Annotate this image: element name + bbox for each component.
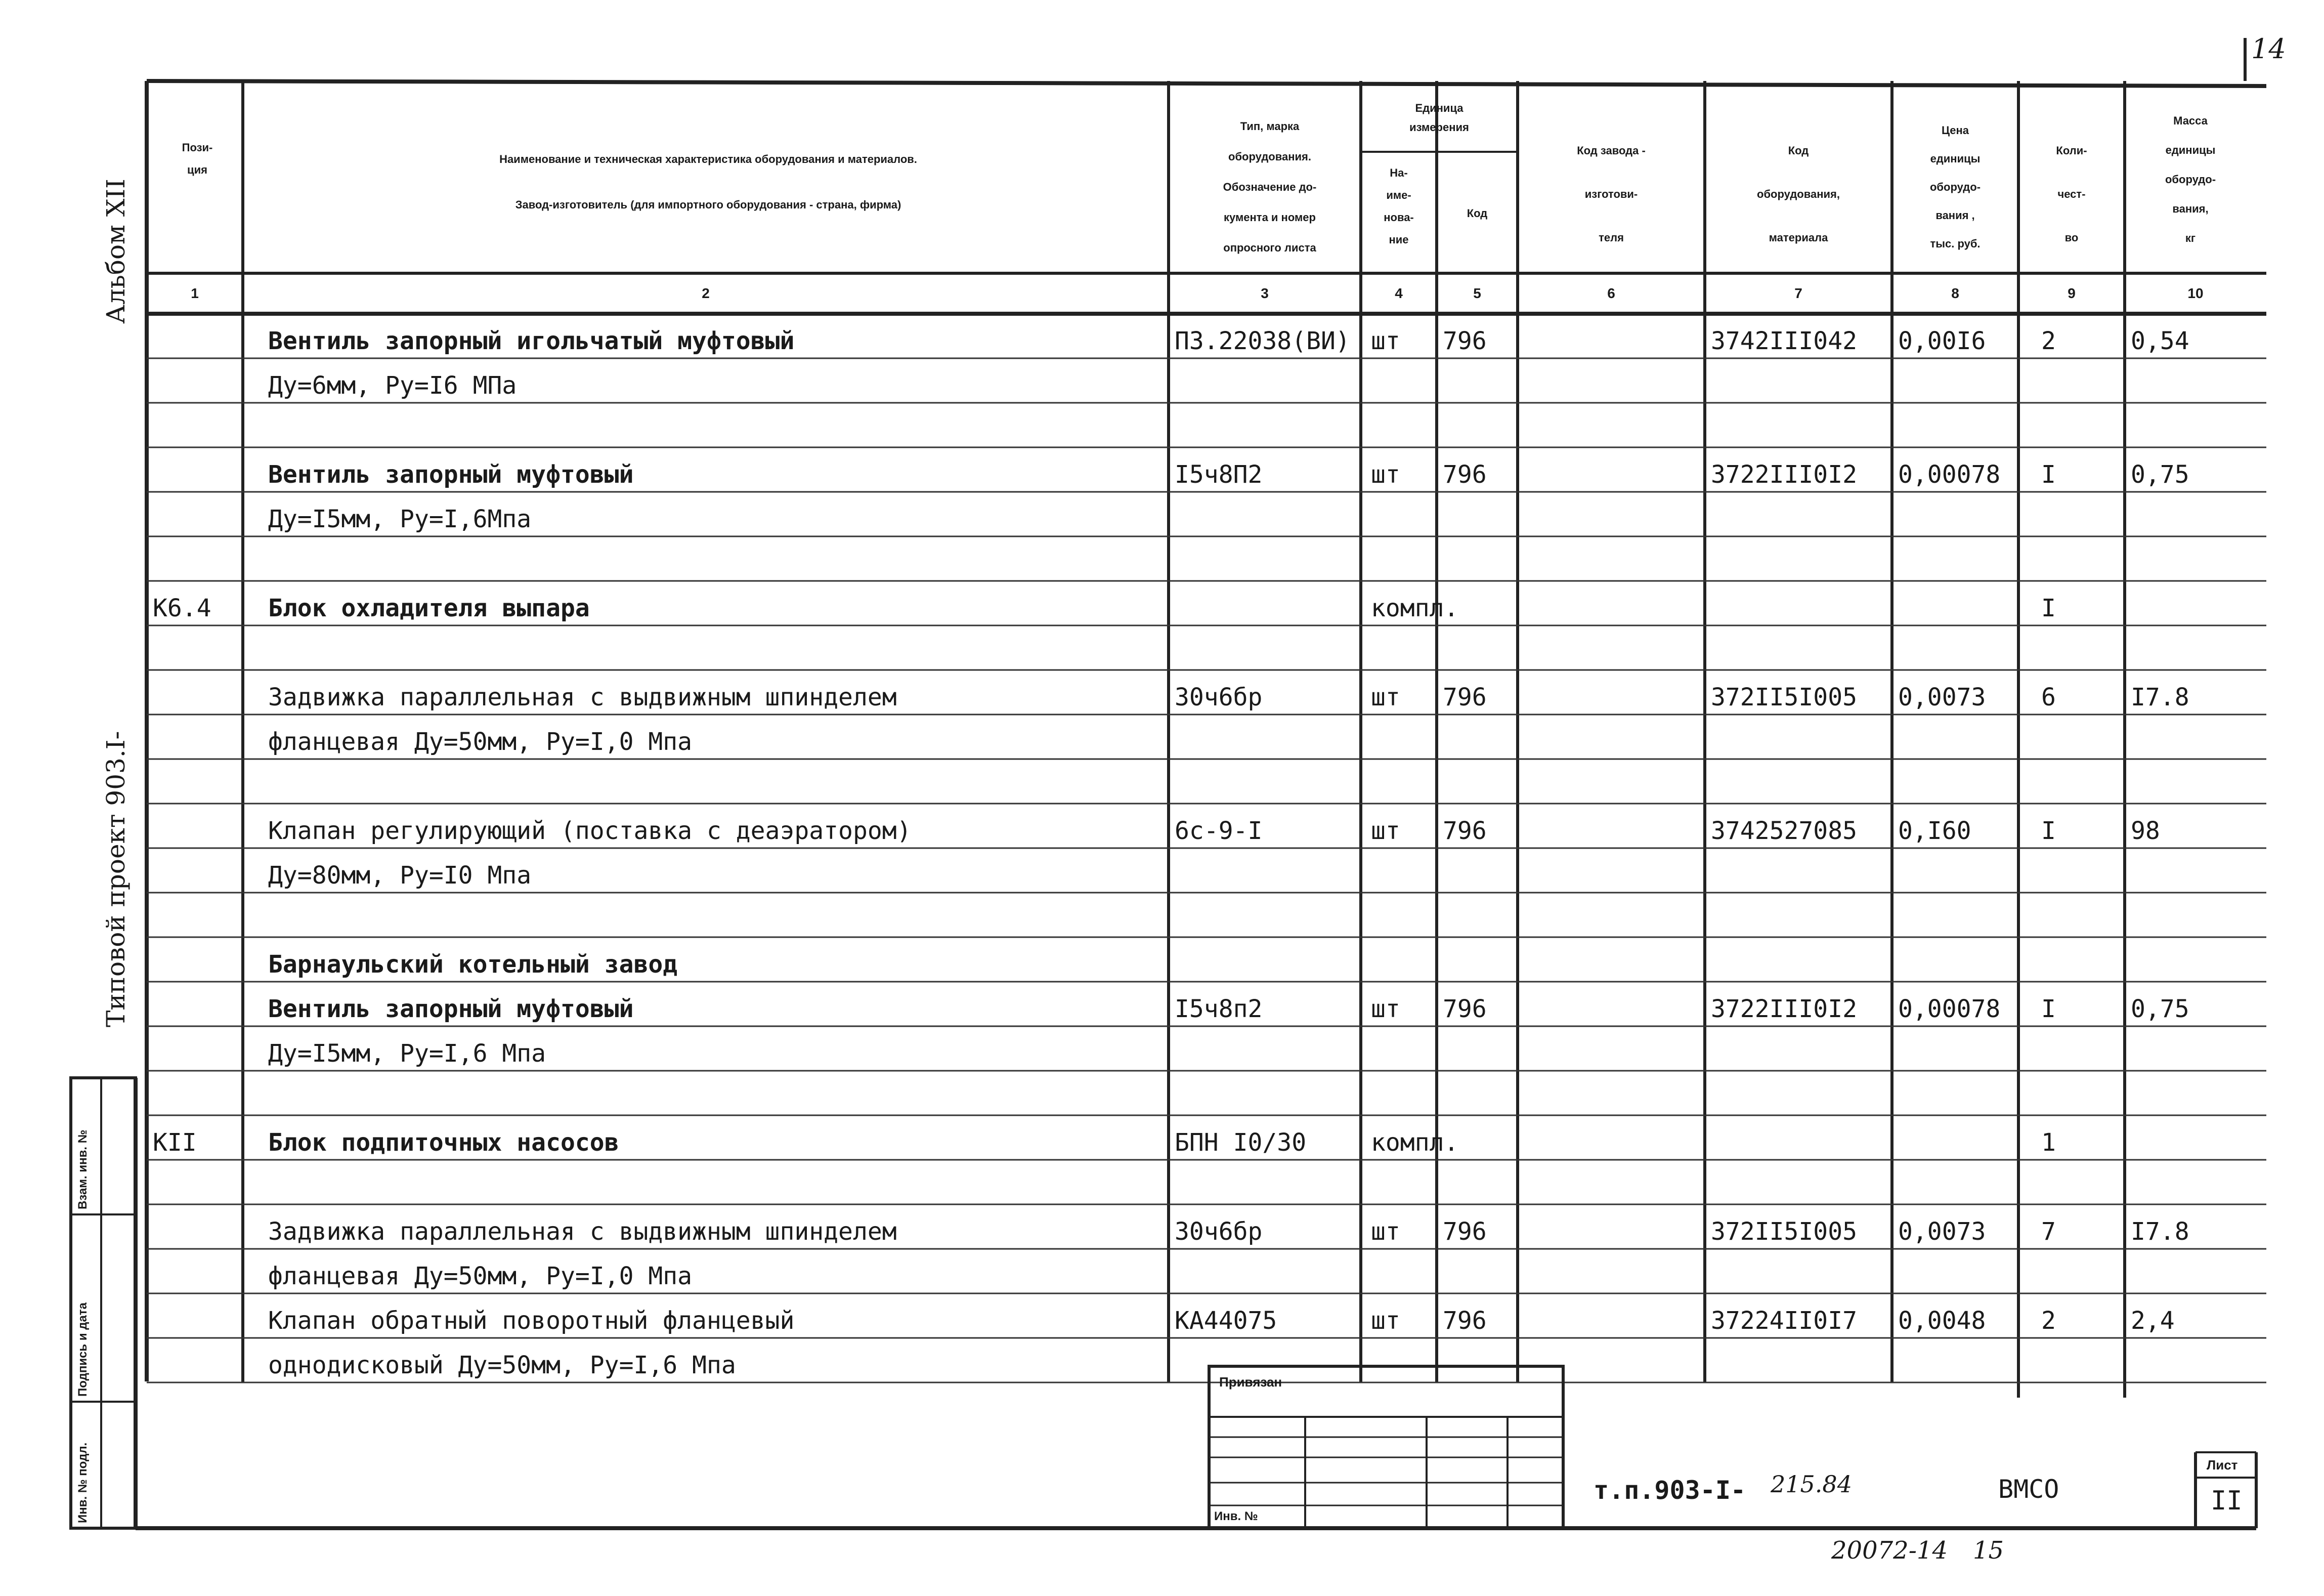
unit-cell: шт: [1371, 995, 1400, 1023]
name-cell: Блок охладителя выпара: [268, 594, 590, 622]
mass-cell: 0,75: [2131, 995, 2189, 1023]
name-cell: однодисковый Ду=50мм, Ру=I,6 Мпа: [268, 1351, 736, 1379]
price-cell: 0,0048: [1898, 1307, 1986, 1335]
equipment-code-cell: 37224II0I7: [1711, 1307, 1857, 1335]
header-quantity: Коли- чест- во: [2056, 144, 2087, 244]
type-cell: 30ч6бр: [1175, 1217, 1263, 1246]
type-cell: 30ч6бр: [1175, 683, 1263, 711]
equipment-code-cell: 3742III042: [1711, 327, 1857, 355]
unit-code-cell: 796: [1443, 1217, 1487, 1246]
type-cell: БПН I0/30: [1175, 1128, 1307, 1157]
archive-sheet: 15: [1973, 1536, 2004, 1565]
quantity-cell: I: [2041, 817, 2056, 845]
quantity-cell: 1: [2041, 1128, 2056, 1157]
position-cell: К6.4: [153, 594, 211, 622]
equipment-code-cell: 3742527085: [1711, 817, 1857, 845]
quantity-cell: 2: [2041, 327, 2056, 355]
header-type: Тип, марка оборудования. Обозначение до- кумента и номер опросного листа: [1223, 120, 1317, 254]
column-number: 3: [1261, 285, 1269, 301]
name-cell: фланцевая Ду=50мм, Ру=I,0 Мпа: [268, 728, 693, 756]
quantity-cell: I: [2041, 460, 2056, 489]
price-cell: 0,00I6: [1898, 327, 1986, 355]
document-designation-handwritten: 215.84: [1771, 1471, 1852, 1498]
document-designation: т.п.903-I-: [1594, 1476, 1746, 1505]
inv-label: Инв. №: [1214, 1509, 1258, 1523]
name-cell: Клапан регулирующий (поставка с деаэратором): [268, 817, 912, 845]
equipment-code-cell: 372II5I005: [1711, 683, 1857, 711]
column-number: 2: [702, 285, 710, 301]
mass-cell: I7.8: [2131, 683, 2189, 711]
quantity-cell: I: [2041, 995, 2056, 1023]
name-cell: Задвижка параллельная с выдвижным шпинделем: [268, 1217, 897, 1246]
name-cell: Барнаульский котельный завод: [268, 950, 678, 979]
name-cell: Клапан обратный поворотный фланцевый: [268, 1307, 795, 1335]
mass-cell: I7.8: [2131, 1217, 2189, 1246]
header-price: Цена единицы оборудо- вания , тыс. руб.: [1929, 124, 1981, 250]
unit-code-cell: 796: [1443, 460, 1487, 489]
mass-cell: 98: [2131, 817, 2160, 845]
type-cell: КА44075: [1175, 1307, 1277, 1335]
name-cell: Задвижка параллельная с выдвижным шпинделем: [268, 683, 897, 711]
unit-code-cell: 796: [1443, 995, 1487, 1023]
column-number: 6: [1607, 285, 1615, 301]
mass-cell: 0,75: [2131, 460, 2189, 489]
document-code: ВМСО: [1998, 1475, 2059, 1504]
header-plant-code: Код завода - изготови- теля: [1577, 144, 1646, 244]
unit-cell: шт: [1371, 327, 1400, 355]
unit-cell: компл.: [1371, 594, 1459, 622]
column-number: 7: [1794, 285, 1802, 301]
unit-cell: шт: [1371, 1307, 1400, 1335]
equipment-code-cell: 3722III0I2: [1711, 460, 1857, 489]
price-cell: 0,I60: [1898, 817, 1971, 845]
top-page-number: 14: [2251, 33, 2286, 65]
unit-cell: шт: [1371, 1217, 1400, 1246]
unit-cell: шт: [1371, 683, 1400, 711]
equipment-code-cell: 372II5I005: [1711, 1217, 1857, 1246]
unit-code-cell: 796: [1443, 683, 1487, 711]
name-cell: Ду=80мм, Ру=I0 Мпа: [268, 861, 532, 890]
price-cell: 0,0073: [1898, 683, 1986, 711]
unit-code-cell: 796: [1443, 327, 1487, 355]
header-unit-code: Код: [1467, 207, 1488, 220]
column-number: 8: [1951, 285, 1959, 301]
name-cell: Ду=I5мм, Ру=I,6Мпа: [268, 505, 532, 533]
price-cell: 0,0073: [1898, 1217, 1986, 1246]
mass-cell: 2,4: [2131, 1307, 2175, 1335]
quantity-cell: 2: [2041, 1307, 2056, 1335]
quantity-cell: I: [2041, 594, 2056, 622]
header-name: Наименование и техническая характеристика оборудования и материалов. Завод-изготовитель (для импортного оборудования - страна, фирма): [499, 153, 917, 211]
column-number: 4: [1395, 285, 1403, 301]
type-cell: П3.22038(ВИ): [1175, 327, 1350, 355]
type-cell: 6с-9-I: [1175, 817, 1263, 845]
header-units: Единица измерения: [1409, 102, 1469, 134]
type-cell: I5ч8П2: [1175, 460, 1263, 489]
unit-code-cell: 796: [1443, 1307, 1487, 1335]
unit-code-cell: 796: [1443, 817, 1487, 845]
name-cell: фланцевая Ду=50мм, Ру=I,0 Мпа: [268, 1262, 693, 1290]
column-number: 10: [2187, 285, 2204, 301]
header-equipment-code: Код оборудования, материала: [1757, 144, 1840, 244]
sheet-label: Лист: [2207, 1457, 2238, 1473]
header-unit-name: На- име- нова- ние: [1384, 166, 1414, 246]
bound-label: Привязан: [1219, 1374, 1282, 1390]
name-cell: Ду=6мм, Ру=I6 МПа: [268, 371, 517, 400]
name-cell: Ду=I5мм, Ру=I,6 Мпа: [268, 1039, 546, 1068]
stamp-label-replace: Взам. инв. №: [76, 1129, 90, 1209]
archive-number: 20072-14: [1831, 1536, 1948, 1565]
column-number: 5: [1473, 285, 1481, 301]
quantity-cell: 7: [2041, 1217, 2056, 1246]
column-number: 9: [2068, 285, 2076, 301]
position-cell: КII: [153, 1128, 197, 1157]
mass-cell: 0,54: [2131, 327, 2189, 355]
type-cell: I5ч8п2: [1175, 995, 1263, 1023]
unit-cell: шт: [1371, 460, 1400, 489]
name-cell: Вентиль запорный муфтовый: [268, 460, 634, 489]
name-cell: Вентиль запорный игольчатый муфтовый: [268, 327, 795, 355]
unit-cell: компл.: [1371, 1128, 1459, 1157]
sheet-number: II: [2211, 1486, 2243, 1516]
album-label: Альбом XII: [101, 179, 131, 324]
stamp-label-sign: Подпись и дата: [76, 1303, 90, 1397]
name-cell: Блок подпиточных насосов: [268, 1128, 619, 1157]
equipment-code-cell: 3722III0I2: [1711, 995, 1857, 1023]
price-cell: 0,00078: [1898, 460, 2001, 489]
project-label: Типовой проект 903.I-: [101, 731, 131, 1027]
column-number: 1: [191, 285, 199, 301]
unit-cell: шт: [1371, 817, 1400, 845]
quantity-cell: 6: [2041, 683, 2056, 711]
name-cell: Вентиль запорный муфтовый: [268, 995, 634, 1023]
header-mass: Масса единицы оборудо- вания, кг: [2165, 114, 2216, 244]
stamp-label-inv: Инв. № подл.: [76, 1442, 90, 1523]
header-position: Пози- ция: [182, 141, 213, 176]
price-cell: 0,00078: [1898, 995, 2001, 1023]
